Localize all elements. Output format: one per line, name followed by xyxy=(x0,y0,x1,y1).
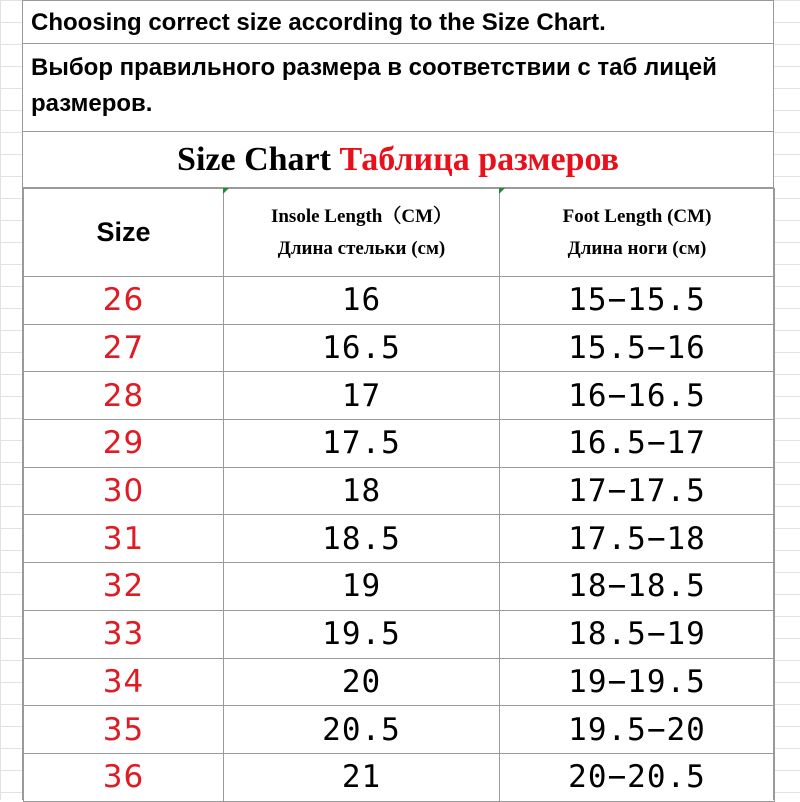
foot-length-cell: 17.5−18 xyxy=(500,515,775,563)
table-header-row xyxy=(24,189,775,277)
column-header-foot xyxy=(500,189,775,277)
column-header-size: Size xyxy=(24,189,224,277)
foot-header-english: Foot Length (CM) xyxy=(562,205,712,227)
size-cell: 30 xyxy=(24,467,224,515)
size-cell: 35 xyxy=(24,706,224,754)
insole-length-cell: 19.5 xyxy=(224,610,500,658)
table-row xyxy=(24,420,775,468)
size-table xyxy=(23,188,775,802)
foot-length-cell: 18.5−19 xyxy=(500,610,775,658)
table-row xyxy=(24,563,775,611)
size-cell: 34 xyxy=(24,658,224,706)
table-row xyxy=(24,658,775,706)
size-cell: 27 xyxy=(24,324,224,372)
foot-length-cell: 18−18.5 xyxy=(500,563,775,611)
foot-length-cell: 16.5−17 xyxy=(500,420,775,468)
insole-length-cell: 16 xyxy=(224,277,500,325)
foot-length-cell: 15−15.5 xyxy=(500,277,775,325)
table-row xyxy=(24,467,775,515)
foot-length-cell: 19.5−20 xyxy=(500,706,775,754)
insole-length-cell: 18.5 xyxy=(224,515,500,563)
intro-english-text: Choosing correct size according to the Size Chart. xyxy=(31,9,606,36)
table-row xyxy=(24,753,775,801)
insole-length-cell: 17 xyxy=(224,372,500,420)
size-cell: 29 xyxy=(24,420,224,468)
insole-header-english: Insole Length（CM） xyxy=(270,205,453,227)
table-body xyxy=(24,277,775,802)
table-row xyxy=(24,372,775,420)
foot-length-cell: 16−16.5 xyxy=(500,372,775,420)
insole-length-cell: 19 xyxy=(224,563,500,611)
insole-length-cell: 21 xyxy=(224,753,500,801)
intro-english-row xyxy=(23,0,773,44)
foot-length-cell: 20−20.5 xyxy=(500,753,775,801)
column-header-insole xyxy=(224,189,500,277)
table-row xyxy=(24,515,775,563)
intro-russian-row xyxy=(23,44,773,132)
size-cell: 32 xyxy=(24,563,224,611)
insole-length-cell: 18 xyxy=(224,467,500,515)
foot-length-cell: 15.5−16 xyxy=(500,324,775,372)
insole-length-cell: 20.5 xyxy=(224,706,500,754)
cell-marker-icon xyxy=(499,188,505,194)
table-row xyxy=(24,706,775,754)
foot-header-russian: Длина ноги (см) xyxy=(567,237,707,259)
insole-length-cell: 16.5 xyxy=(224,324,500,372)
table-row xyxy=(24,324,775,372)
size-cell: 31 xyxy=(24,515,224,563)
size-cell: 26 xyxy=(24,277,224,325)
table-row xyxy=(24,277,775,325)
size-chart-sheet xyxy=(22,0,774,800)
size-cell: 36 xyxy=(24,753,224,801)
page-title xyxy=(23,132,773,188)
foot-length-cell: 19−19.5 xyxy=(500,658,775,706)
title-english: Size Chart xyxy=(177,141,331,178)
insole-length-cell: 17.5 xyxy=(224,420,500,468)
cell-marker-icon xyxy=(223,188,229,194)
title-russian: Таблица размеров xyxy=(339,141,619,178)
intro-russian-text: Выбор правильного размера в соответствии с таб лицей размеров. xyxy=(31,54,717,117)
insole-length-cell: 20 xyxy=(224,658,500,706)
table-row xyxy=(24,610,775,658)
insole-header-russian: Длина стельки (см) xyxy=(277,237,446,259)
size-cell: 33 xyxy=(24,610,224,658)
foot-length-cell: 17−17.5 xyxy=(500,467,775,515)
size-cell: 28 xyxy=(24,372,224,420)
